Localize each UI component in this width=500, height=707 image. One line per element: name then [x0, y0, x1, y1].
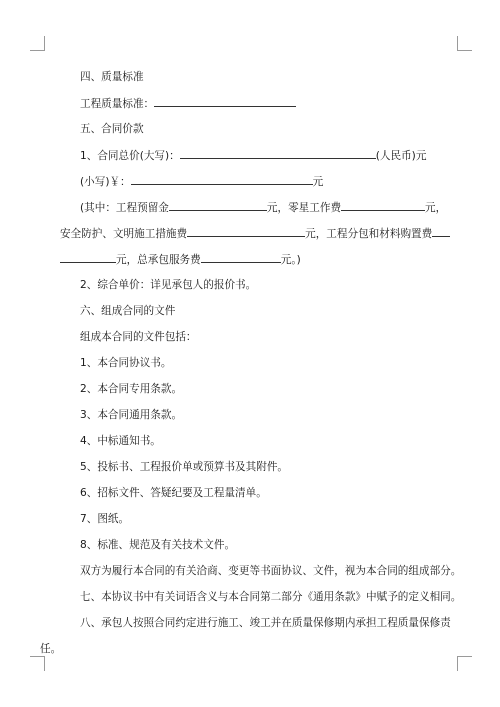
breakdown-line-2: [60, 226, 450, 241]
quality-standard-line: [80, 96, 296, 111]
total-price-label: 1、合同总价(大写)：: [80, 150, 180, 162]
lowercase-price-label: (小写)￥：: [80, 176, 131, 188]
general-service-fee-label: 元，总承包服务费: [116, 254, 201, 266]
heading-definitions: 七、本协议书中有关词语含义与本合同第二部分《通用条款》中赋予的定义相同。: [80, 591, 462, 603]
daywork-fee-blank: [341, 200, 425, 211]
heading-contract-price: 五、合同价款: [80, 123, 144, 135]
list-item: 7、图纸。: [80, 513, 130, 525]
breakdown-line-1: [80, 200, 446, 215]
parties-paragraph: 双方为履行本合同的有关洽商、变更等书面协议、文件，视为本合同的组成部分。: [80, 565, 462, 577]
corner-mark-bottom-right: [457, 656, 472, 671]
reserve-fund-label: (其中：工程预留金: [80, 202, 169, 214]
list-item: 6、招标文件、答疑纪要及工程量清单。: [80, 487, 267, 499]
daywork-fee-label: 元，零星工作费: [266, 202, 342, 214]
heading-contract-docs: 六、组成合同的文件: [80, 305, 176, 317]
breakdown-end-label: 元。): [280, 254, 301, 266]
yuan-comma-label: 元，: [425, 202, 447, 214]
general-service-fee-blank: [201, 252, 281, 263]
quality-standard-label: 工程质量标准：: [80, 98, 155, 110]
list-item: 4、中标通知书。: [80, 435, 161, 447]
total-price-line: [80, 148, 426, 163]
corner-mark-top-right: [457, 36, 472, 51]
quality-standard-blank: [154, 96, 296, 107]
subcontract-fee-blank-cont: [60, 252, 116, 263]
reserve-fund-blank: [169, 200, 267, 211]
list-item: 3、本合同通用条款。: [80, 409, 183, 421]
corner-mark-bottom-left: [30, 656, 45, 671]
heading-quality: 四、质量标准: [80, 71, 144, 83]
lowercase-price-blank: [131, 174, 313, 185]
safety-fee-label: 安全防护、文明施工措施费: [60, 228, 188, 240]
unit-price-line: 2、综合单价：详见承包人的报价书。: [80, 279, 257, 291]
list-item: 5、投标书、工程报价单或预算书及其附件。: [80, 461, 289, 473]
list-item: 8、标准、规范及有关技术文件。: [80, 539, 236, 551]
rmb-unit-label: (人民币)元: [375, 150, 427, 162]
heading-warranty-line1: 八、承包人按照合同约定进行施工、竣工并在质量保修期内承担工程质量保修责: [80, 617, 451, 629]
subcontract-fee-label: 元，工程分包和材料购置费: [305, 228, 433, 240]
yuan-unit-label: 元: [312, 176, 324, 188]
contract-docs-intro: 组成本合同的文件包括：: [80, 331, 197, 343]
heading-warranty-line2: 任。: [40, 643, 62, 655]
total-price-blank: [180, 148, 376, 159]
list-item: 1、本合同协议书。: [80, 357, 172, 369]
breakdown-line-3: [60, 252, 301, 267]
subcontract-fee-blank: [432, 226, 450, 237]
safety-fee-blank: [187, 226, 305, 237]
corner-mark-top-left: [30, 36, 45, 51]
list-item: 2、本合同专用条款。: [80, 383, 183, 395]
lowercase-price-line: [80, 174, 323, 189]
